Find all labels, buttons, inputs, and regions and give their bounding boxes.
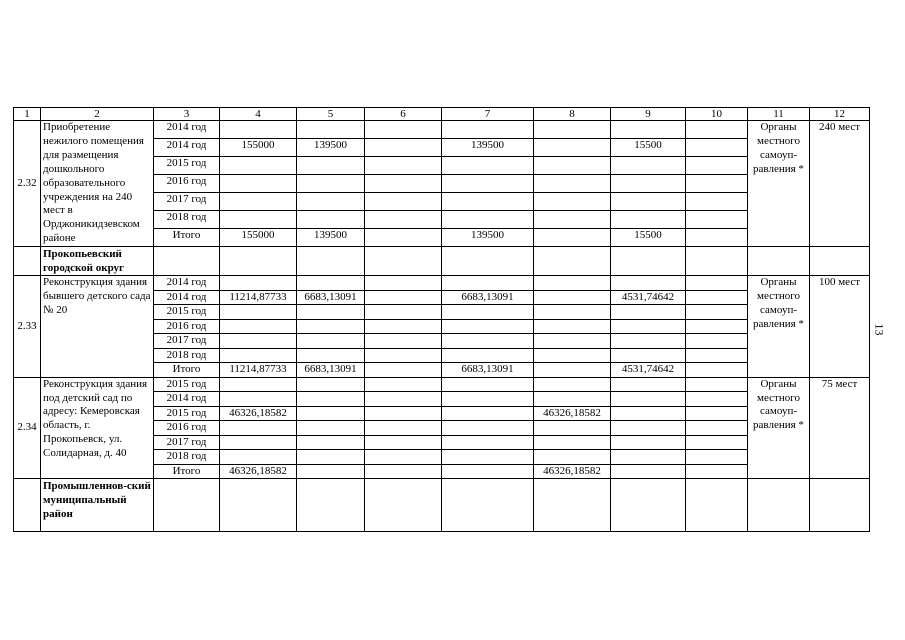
header-cell: 10 <box>686 108 748 121</box>
value-cell <box>611 348 686 363</box>
value-cell <box>611 193 686 211</box>
value-cell <box>686 464 748 479</box>
value-cell <box>611 450 686 465</box>
value-cell <box>297 334 365 349</box>
value-cell <box>297 377 365 392</box>
value-cell <box>365 157 442 175</box>
value-cell <box>297 406 365 421</box>
value-cell <box>220 175 297 193</box>
header-cell: 4 <box>220 108 297 121</box>
value-cell: 4531,74642 <box>611 363 686 378</box>
value-cell <box>611 464 686 479</box>
value-cell <box>442 175 534 193</box>
value-cell <box>220 319 297 334</box>
value-cell <box>686 305 748 320</box>
header-cell: 7 <box>442 108 534 121</box>
value-cell <box>297 157 365 175</box>
empty-cell <box>365 479 442 532</box>
value-cell <box>297 305 365 320</box>
value-cell <box>365 276 442 291</box>
value-cell: 139500 <box>442 229 534 247</box>
value-cell <box>611 305 686 320</box>
value-cell: 11214,87733 <box>220 363 297 378</box>
year-cell: 2016 год <box>154 421 220 436</box>
value-cell <box>220 392 297 407</box>
value-cell: 155000 <box>220 229 297 247</box>
value-cell <box>442 464 534 479</box>
value-cell <box>534 211 611 229</box>
value-cell <box>611 319 686 334</box>
value-cell <box>365 392 442 407</box>
value-cell <box>365 319 442 334</box>
value-cell <box>611 157 686 175</box>
value-cell <box>297 121 365 139</box>
value-cell <box>534 435 611 450</box>
value-cell: 6683,13091 <box>442 363 534 378</box>
table-row <box>14 121 870 139</box>
value-cell: 139500 <box>297 139 365 157</box>
header-row <box>14 108 870 121</box>
value-cell <box>297 193 365 211</box>
value-cell <box>534 305 611 320</box>
value-cell: 11214,87733 <box>220 290 297 305</box>
year-cell: Итого <box>154 464 220 479</box>
value-cell <box>220 421 297 436</box>
capacity-cell: 75 мест <box>810 377 870 479</box>
empty-cell <box>611 479 686 532</box>
value-cell <box>297 421 365 436</box>
value-cell <box>220 377 297 392</box>
section-spacer <box>14 247 41 276</box>
value-cell <box>611 406 686 421</box>
empty-cell <box>442 479 534 532</box>
value-cell <box>534 157 611 175</box>
empty-cell <box>220 479 297 532</box>
value-cell <box>442 334 534 349</box>
value-cell <box>297 276 365 291</box>
value-cell <box>686 348 748 363</box>
year-cell: 2018 год <box>154 450 220 465</box>
empty-cell <box>365 247 442 276</box>
measure-name: Реконструкция здания под детский сад по адресу: Кемеровская область, г. Прокопьевск, ул. Солидарная, д. 40 <box>41 377 154 479</box>
value-cell <box>442 406 534 421</box>
year-cell: 2017 год <box>154 193 220 211</box>
value-cell <box>686 211 748 229</box>
empty-cell <box>154 479 220 532</box>
value-cell: 46326,18582 <box>534 406 611 421</box>
value-cell <box>534 193 611 211</box>
value-cell <box>365 363 442 378</box>
year-cell: 2014 год <box>154 290 220 305</box>
value-cell <box>534 377 611 392</box>
value-cell <box>220 211 297 229</box>
value-cell <box>534 276 611 291</box>
value-cell <box>220 121 297 139</box>
value-cell <box>220 157 297 175</box>
header-cell: 6 <box>365 108 442 121</box>
year-cell: 2017 год <box>154 334 220 349</box>
row-number: 2.32 <box>14 121 41 247</box>
value-cell <box>365 139 442 157</box>
budget-table <box>13 107 870 532</box>
section-row <box>14 479 870 532</box>
value-cell <box>442 377 534 392</box>
value-cell <box>365 229 442 247</box>
value-cell <box>365 406 442 421</box>
header-cell: 8 <box>534 108 611 121</box>
value-cell <box>365 334 442 349</box>
value-cell <box>297 464 365 479</box>
value-cell <box>442 450 534 465</box>
value-cell <box>534 392 611 407</box>
value-cell <box>686 392 748 407</box>
value-cell: 139500 <box>442 139 534 157</box>
value-cell <box>297 175 365 193</box>
value-cell <box>611 211 686 229</box>
value-cell <box>686 435 748 450</box>
year-cell: 2014 год <box>154 392 220 407</box>
value-cell <box>534 229 611 247</box>
value-cell <box>220 305 297 320</box>
value-cell <box>442 421 534 436</box>
value-cell <box>686 334 748 349</box>
value-cell <box>442 121 534 139</box>
value-cell <box>534 348 611 363</box>
value-cell <box>686 290 748 305</box>
value-cell: 139500 <box>297 229 365 247</box>
value-cell <box>442 305 534 320</box>
year-cell: 2015 год <box>154 305 220 320</box>
year-cell: 2015 год <box>154 157 220 175</box>
value-cell <box>442 319 534 334</box>
header-cell: 11 <box>748 108 810 121</box>
year-cell: 2018 год <box>154 211 220 229</box>
year-cell: 2015 год <box>154 406 220 421</box>
value-cell <box>220 334 297 349</box>
value-cell <box>611 121 686 139</box>
value-cell: 155000 <box>220 139 297 157</box>
empty-cell <box>810 247 870 276</box>
value-cell <box>686 406 748 421</box>
capacity-cell: 240 мест <box>810 121 870 247</box>
value-cell <box>686 450 748 465</box>
value-cell <box>534 121 611 139</box>
value-cell <box>365 421 442 436</box>
value-cell <box>297 392 365 407</box>
value-cell <box>365 193 442 211</box>
value-cell <box>365 348 442 363</box>
value-cell <box>365 211 442 229</box>
value-cell <box>534 334 611 349</box>
value-cell: 6683,13091 <box>442 290 534 305</box>
empty-cell <box>686 479 748 532</box>
value-cell: 15500 <box>611 229 686 247</box>
year-cell: 2016 год <box>154 175 220 193</box>
value-cell <box>534 421 611 436</box>
header-cell: 12 <box>810 108 870 121</box>
section-title: Прокопьевский городской округ <box>41 247 154 276</box>
year-cell: Итого <box>154 363 220 378</box>
value-cell <box>442 392 534 407</box>
value-cell <box>534 319 611 334</box>
value-cell <box>365 305 442 320</box>
year-cell: 2014 год <box>154 121 220 139</box>
value-cell <box>686 363 748 378</box>
year-cell: Итого <box>154 229 220 247</box>
empty-cell <box>686 247 748 276</box>
value-cell <box>611 175 686 193</box>
value-cell <box>220 435 297 450</box>
value-cell <box>686 157 748 175</box>
value-cell <box>534 139 611 157</box>
value-cell <box>220 276 297 291</box>
table-row <box>14 377 870 392</box>
year-cell: 2015 год <box>154 377 220 392</box>
value-cell <box>534 175 611 193</box>
year-cell: 2017 год <box>154 435 220 450</box>
capacity-cell: 100 мест <box>810 276 870 378</box>
value-cell <box>534 290 611 305</box>
value-cell <box>297 348 365 363</box>
empty-cell <box>154 247 220 276</box>
row-number: 2.33 <box>14 276 41 378</box>
section-spacer <box>14 479 41 532</box>
header-cell: 5 <box>297 108 365 121</box>
value-cell: 6683,13091 <box>297 290 365 305</box>
empty-cell <box>611 247 686 276</box>
value-cell <box>297 450 365 465</box>
value-cell: 46326,18582 <box>220 406 297 421</box>
value-cell: 46326,18582 <box>534 464 611 479</box>
empty-cell <box>442 247 534 276</box>
value-cell <box>611 392 686 407</box>
value-cell <box>442 157 534 175</box>
value-cell <box>534 450 611 465</box>
value-cell <box>365 377 442 392</box>
value-cell <box>220 348 297 363</box>
empty-cell <box>748 247 810 276</box>
value-cell <box>442 276 534 291</box>
value-cell <box>220 450 297 465</box>
value-cell <box>442 193 534 211</box>
table-row <box>14 276 870 291</box>
value-cell <box>611 435 686 450</box>
value-cell <box>611 421 686 436</box>
section-title: Промышленнов-ский муниципальный район <box>41 479 154 532</box>
year-cell: 2014 год <box>154 139 220 157</box>
executor-cell: Органы местного самоуп-равления * <box>748 377 810 479</box>
empty-cell <box>748 479 810 532</box>
value-cell <box>534 363 611 378</box>
page-number: 13 <box>872 323 887 336</box>
value-cell <box>442 435 534 450</box>
measure-name: Реконструкция здания бывшего детского сада № 20 <box>41 276 154 378</box>
header-cell: 1 <box>14 108 41 121</box>
value-cell: 4531,74642 <box>611 290 686 305</box>
empty-cell <box>297 247 365 276</box>
value-cell <box>297 211 365 229</box>
value-cell <box>686 175 748 193</box>
value-cell <box>365 464 442 479</box>
value-cell <box>686 377 748 392</box>
value-cell <box>686 319 748 334</box>
empty-cell <box>297 479 365 532</box>
value-cell <box>442 348 534 363</box>
executor-cell: Органы местного самоуп-равления * <box>748 121 810 247</box>
value-cell <box>365 435 442 450</box>
value-cell <box>365 290 442 305</box>
value-cell <box>611 334 686 349</box>
value-cell <box>365 450 442 465</box>
measure-name: Приобретение нежилого помещения для размещения дошкольного образовательного учреждения на 240 мест в Орджоникидзевском районе <box>41 121 154 247</box>
value-cell <box>297 319 365 334</box>
value-cell <box>297 435 365 450</box>
value-cell <box>220 193 297 211</box>
year-cell: 2018 год <box>154 348 220 363</box>
header-cell: 3 <box>154 108 220 121</box>
value-cell <box>365 121 442 139</box>
value-cell <box>686 421 748 436</box>
value-cell <box>686 193 748 211</box>
value-cell: 6683,13091 <box>297 363 365 378</box>
empty-cell <box>534 479 611 532</box>
value-cell <box>365 175 442 193</box>
value-cell <box>686 121 748 139</box>
header-cell: 2 <box>41 108 154 121</box>
value-cell <box>686 276 748 291</box>
section-row <box>14 247 870 276</box>
value-cell: 46326,18582 <box>220 464 297 479</box>
value-cell <box>686 229 748 247</box>
value-cell: 15500 <box>611 139 686 157</box>
header-cell: 9 <box>611 108 686 121</box>
executor-cell: Органы местного самоуп-равления * <box>748 276 810 378</box>
year-cell: 2014 год <box>154 276 220 291</box>
empty-cell <box>534 247 611 276</box>
empty-cell <box>810 479 870 532</box>
row-number: 2.34 <box>14 377 41 479</box>
value-cell <box>611 377 686 392</box>
value-cell <box>611 276 686 291</box>
value-cell <box>442 211 534 229</box>
empty-cell <box>220 247 297 276</box>
value-cell <box>686 139 748 157</box>
year-cell: 2016 год <box>154 319 220 334</box>
